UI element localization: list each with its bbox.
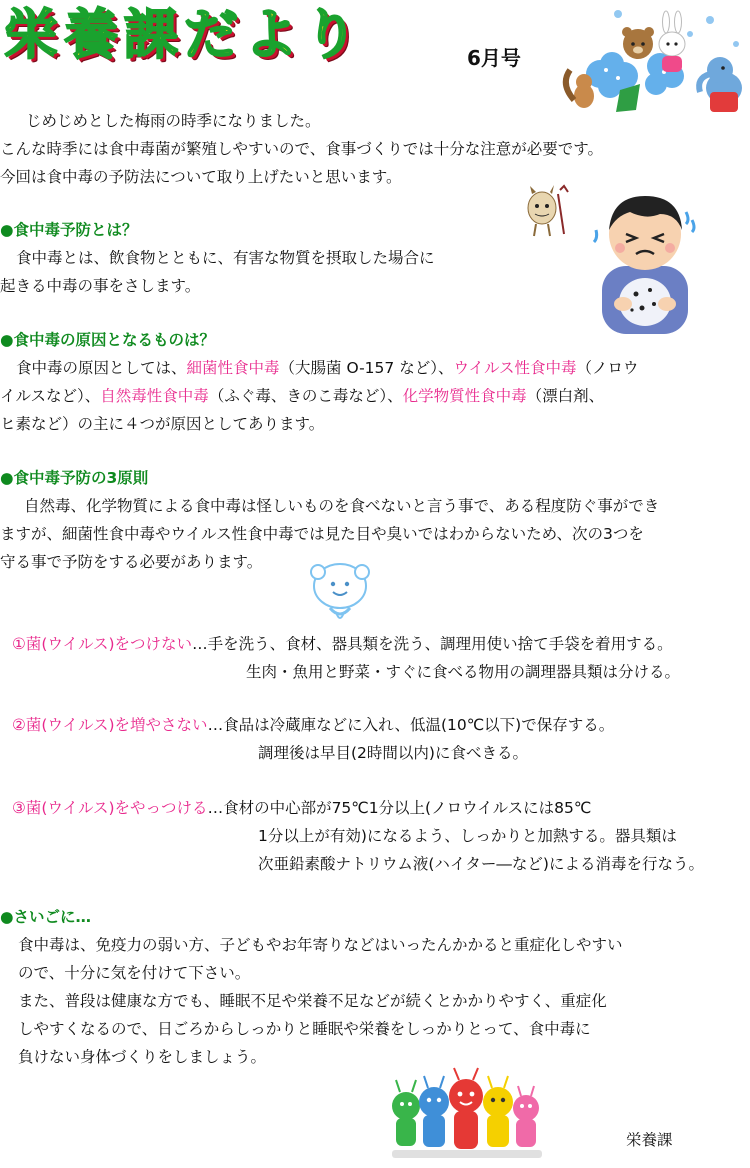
colorful-germ-characters-illustration bbox=[388, 1066, 544, 1164]
rule-text: …手を洗う、食材、器具類を洗う、調理用使い捨て手袋を着用する。 bbox=[192, 635, 673, 653]
rule-label: ②菌(ウイルス)を増やさない bbox=[12, 716, 208, 734]
section-text: ヒ素など）の主に４つが原因としてあります。 bbox=[0, 415, 325, 433]
section-heading: ●食中毒予防とは？ bbox=[0, 221, 138, 239]
section-heading: ●食中毒の原因となるものは？ bbox=[0, 331, 216, 349]
text-span: （漂白剤、 bbox=[526, 387, 605, 405]
natural-toxin-label: 自然毒性食中毒 bbox=[100, 387, 209, 405]
issue-label: 6月号 bbox=[467, 46, 521, 70]
rule-text: 生肉・魚用と野菜・すぐに食べる物用の調理器具類は分ける。 bbox=[246, 663, 681, 681]
rule-item bbox=[12, 630, 748, 686]
rule-text: …食品は冷蔵庫などに入れ、低温(10℃以下)で保存する。 bbox=[207, 716, 615, 734]
section-text: 自然毒、化学物質による食中毒は怪しいものを食べないと言う事で、ある程度防ぐ事ができ bbox=[24, 497, 660, 515]
section-text bbox=[0, 354, 748, 382]
section-text: 起きる中毒の事をさします。 bbox=[0, 277, 201, 295]
intro-line: じめじめとした梅雨の時季になりました。 bbox=[26, 112, 321, 130]
section-text: ので、十分に気を付けて下さい。 bbox=[18, 964, 251, 982]
text-span: イルスなど）、 bbox=[0, 387, 101, 405]
boy-with-stomachache-illustration bbox=[590, 190, 700, 334]
text-span: 食中毒の原因としては、 bbox=[16, 359, 187, 377]
rule-label: ①菌(ウイルス)をつけない bbox=[12, 635, 193, 653]
page-title: 栄養課だより bbox=[4, 3, 364, 66]
section-causes bbox=[0, 326, 748, 438]
section-heading: ●食中毒予防の3原則 bbox=[0, 469, 149, 487]
section-text: 食中毒とは、飲食物とともに、有害な物質を摂取した場合に bbox=[16, 249, 435, 267]
chemical-poisoning-label: 化学物質性食中毒 bbox=[402, 387, 527, 405]
section-text: ますが、細菌性食中毒やウイルス性食中毒では見た目や臭いではわからないため、次の3つを bbox=[0, 525, 644, 543]
section-closing bbox=[0, 903, 748, 1071]
rule-text: 次亜鉛素酸ナトリウム液(ハイター―など)による消毒を行なう。 bbox=[258, 855, 704, 873]
text-span: （ふぐ毒、きのこ毒など）、 bbox=[208, 387, 403, 405]
section-text: 食中毒は、免疫力の弱い方、子どもやお年寄りなどはいったんかかると重症化しやすい bbox=[18, 936, 623, 954]
rule-text: 調理後は早目(2時間以内)に食べきる。 bbox=[258, 744, 528, 762]
smiling-germ-illustration bbox=[300, 556, 378, 626]
signature: 栄養課 bbox=[626, 1131, 673, 1149]
section-text bbox=[0, 382, 748, 410]
rule-item bbox=[12, 794, 748, 878]
rule-item bbox=[12, 711, 748, 767]
intro bbox=[0, 107, 740, 191]
rule-label: ③菌(ウイルス)をやっつける bbox=[12, 799, 208, 817]
rule-text: 1分以上が有効)になるよう、しっかりと加熱する。器具類は bbox=[258, 827, 677, 845]
section-what-is-prevention bbox=[0, 216, 560, 300]
section-text: しやすくなるので、日ごろからしっかりと睡眠や栄養をしっかりとって、食中毒に bbox=[18, 1020, 591, 1038]
rule-line bbox=[12, 794, 748, 822]
text-span: （大腸菌 O-157 など）、 bbox=[279, 359, 454, 377]
text-span: （ノロウ bbox=[576, 359, 639, 377]
animals-with-hydrangea-illustration bbox=[560, 4, 750, 120]
bacterial-poisoning-label: 細菌性食中毒 bbox=[186, 359, 280, 377]
section-heading: ●さいごに… bbox=[0, 908, 92, 926]
section-text: 守る事で予防をする必要があります。 bbox=[0, 553, 263, 571]
rule-line bbox=[12, 630, 748, 658]
rule-text: …食材の中心部が75℃1分以上(ノロウイルスには85℃ bbox=[207, 799, 592, 817]
intro-line: 今回は食中毒の予防法について取り上げたいと思います。 bbox=[0, 168, 402, 186]
viral-poisoning-label: ウイルス性食中毒 bbox=[453, 359, 577, 377]
intro-line: こんな時季には食中毒菌が繁殖しやすいので、食事づくりでは十分な注意が必要です。 bbox=[0, 140, 603, 158]
section-text: 負けない身体づくりをしましょう。 bbox=[18, 1048, 267, 1066]
rule-line bbox=[12, 711, 748, 739]
section-text: また、普段は健康な方でも、睡眠不足や栄養不足などが続くとかかりやすく、重症化 bbox=[18, 992, 607, 1010]
